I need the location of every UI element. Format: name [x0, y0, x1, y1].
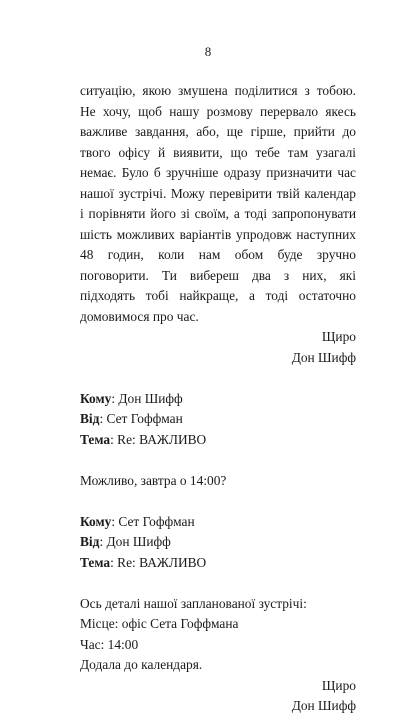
- intro-signature: Дон Шифф: [291, 349, 356, 365]
- email2-body-line: Ось деталі нашої запланованої зустрічі:: [80, 595, 307, 611]
- email1-from-label: Від: [80, 411, 100, 426]
- email2-from-value: : Дон Шифф: [99, 534, 171, 549]
- spacer: [80, 450, 356, 471]
- email2-subject-value: : Re: ВАЖЛИВО: [110, 554, 207, 570]
- spacer: [80, 368, 356, 389]
- email1-subject-label: Тема: [80, 431, 111, 447]
- email2-body-line: Час: 14:00: [80, 636, 139, 652]
- email2-subject-label: Тема: [80, 554, 111, 570]
- spacer: [80, 573, 356, 594]
- spacer: [80, 491, 356, 512]
- email2-from-label: Від: [80, 534, 100, 549]
- email1-to-value: : Дон Шифф: [111, 390, 183, 406]
- email-header-1: [80, 389, 356, 451]
- email1-from-value: : Сет Гоффман: [99, 411, 183, 426]
- intro-paragraph: ситуацію, якою змушена поділитися з тобою. Не хочу, щоб нашу розмову перервало якесь важливе завдання, або, ще гірше, прийти до твого офісу й виявити, що тебе там узагалі немає. Було б зручніше одразу призначити час нашої зустрічі. Можу перевірити твій календар і порівняти його зі своїм, а тоді запропонувати шість можливих варіантів упродовж наступних 48 годин, коли нам обом буде зручно поговорити. Ти вибереш два з них, які підходять тобі найкраще, а тоді остаточно домовимося про час.: [80, 83, 356, 324]
- email1-to: [80, 389, 356, 410]
- email2-body-line: Додала до календаря.: [80, 657, 203, 672]
- email2-signature: Дон Шифф: [291, 698, 356, 713]
- email2-body-line: Місце: офіс Сета Гоффмана: [80, 616, 239, 631]
- email2-body: [80, 594, 356, 676]
- page-number: 8: [204, 44, 212, 59]
- email2-to: [80, 512, 356, 533]
- email1-subject: [80, 430, 356, 451]
- intro-closing: Щиро: [321, 329, 356, 344]
- email1-body: Можливо, завтра о 14:00?: [80, 472, 227, 488]
- email1-to-label: Кому: [80, 390, 112, 406]
- email2-to-value: : Сет Гоффман: [111, 513, 195, 529]
- email2-subject: [80, 553, 356, 574]
- email2-to-label: Кому: [80, 513, 112, 529]
- page-body: [80, 81, 356, 717]
- email-header-2: [80, 512, 356, 574]
- email1-from: [80, 409, 356, 430]
- email2-from: [80, 532, 356, 553]
- email1-subject-value: : Re: ВАЖЛИВО: [110, 431, 207, 447]
- email2-closing: Щиро: [321, 677, 356, 693]
